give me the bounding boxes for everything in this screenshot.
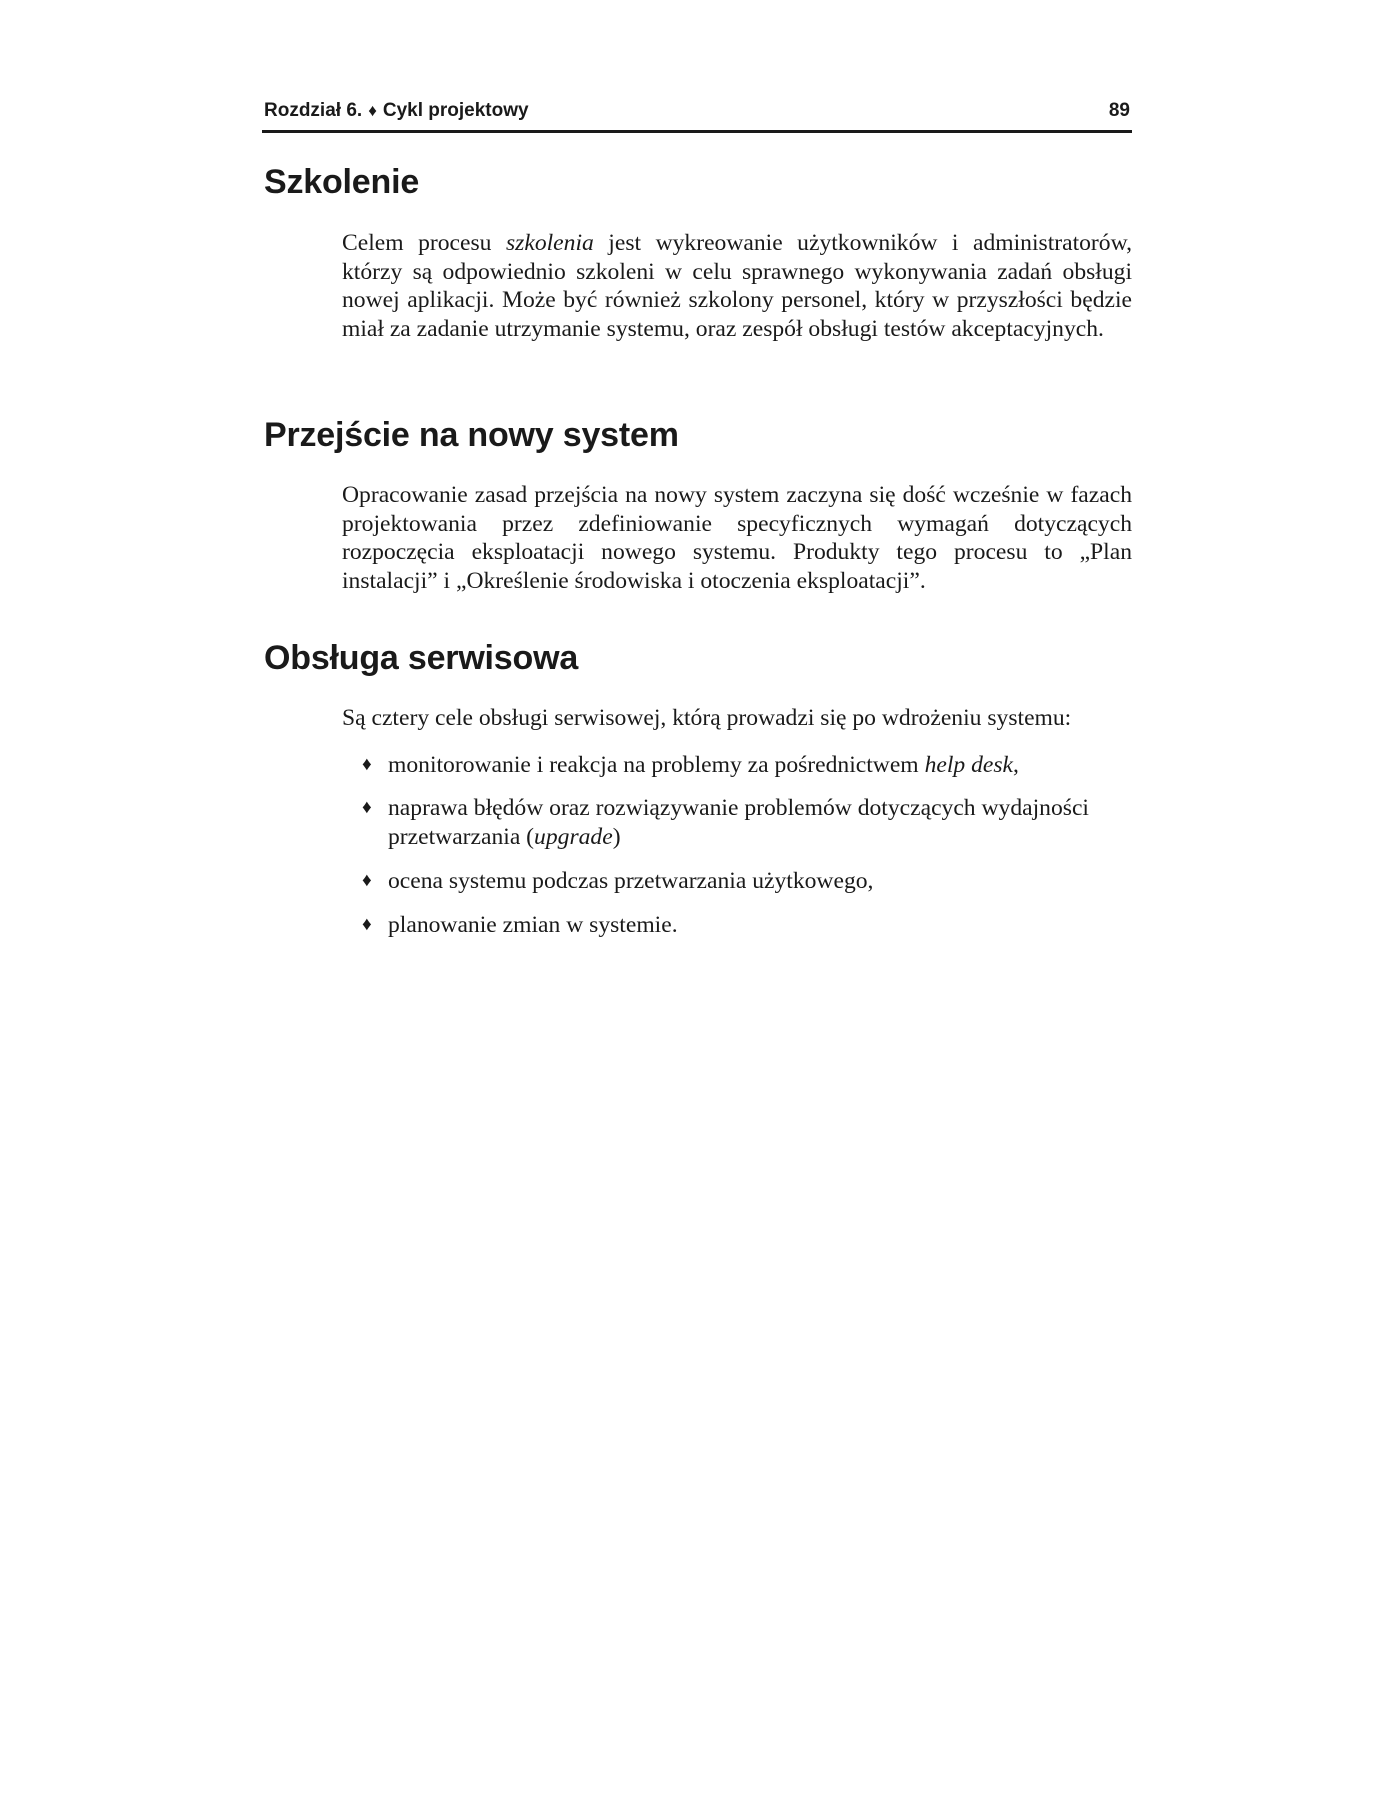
diamond-separator-icon: ♦	[368, 101, 377, 120]
running-header	[262, 96, 1132, 133]
paragraph-text: Celem procesu	[342, 230, 506, 256]
page-number: 89	[1108, 100, 1130, 121]
emphasized-term: upgrade	[534, 823, 613, 850]
list-item	[342, 867, 1132, 896]
list-item-text-part: monitorowanie i reakcja na problemy za pośrednictwem	[388, 752, 925, 778]
diamond-bullet-icon: ♦	[362, 797, 372, 818]
chapter-number: Rozdział 6.	[264, 100, 363, 121]
emphasized-term: help desk	[924, 752, 1014, 778]
list-item-text-part: )	[612, 823, 621, 850]
chapter-label	[264, 96, 529, 126]
paragraph-text: jest wykreowanie użytkowników i administratorów, którzy są odpowiednio szkoleni w celu sprawnego wykonywania zadań obsługi nowej aplikacji. Może być również szkolony personel, który w przyszłości będzie miał za zadanie utrzymanie systemu, oraz zespół obsługi testów akceptacyjnych.	[342, 230, 1132, 342]
list-item-text: ocena systemu podczas przetwarzania użytkowego,	[388, 868, 874, 894]
list-item	[342, 794, 1132, 851]
emphasized-term: szkolenia	[505, 230, 594, 256]
section-heading-obsluga: Obsługa serwisowa	[264, 639, 579, 677]
list-item-text	[388, 751, 1132, 780]
list-item-text: planowanie zmian w systemie.	[388, 912, 678, 938]
section-intro-obsluga: Są cztery cele obsługi serwisowej, którą prowadzi się po wdrożeniu systemu:	[342, 705, 1072, 731]
list-item	[342, 911, 1132, 940]
section-paragraph-szkolenie	[342, 229, 1132, 343]
section-heading-przejscie: Przejście na nowy system	[264, 416, 679, 454]
list-item	[342, 751, 1132, 780]
diamond-bullet-icon: ♦	[362, 914, 372, 935]
chapter-title: Cykl projektowy	[382, 100, 529, 121]
section-heading-szkolenie: Szkolenie	[264, 163, 420, 201]
diamond-bullet-icon: ♦	[362, 754, 372, 775]
section-paragraph-przejscie: Opracowanie zasad przejścia na nowy system zaczyna się dość wcześnie w fazach projektowania przez zdefiniowanie specyficznych wymagań dotyczących rozpoczęcia eksploatacji nowego systemu. Produkty tego procesu to „Plan instalacji” i „Określenie środowiska i otoczenia eksploatacji”.	[342, 482, 1132, 594]
list-item-text	[388, 794, 1132, 851]
diamond-bullet-icon: ♦	[362, 870, 372, 891]
list-item-text-part: ,	[1013, 752, 1019, 778]
list-item-text-part: naprawa błędów oraz rozwiązywanie problemów dotyczących wydajności przetwarzania (	[388, 795, 1089, 850]
